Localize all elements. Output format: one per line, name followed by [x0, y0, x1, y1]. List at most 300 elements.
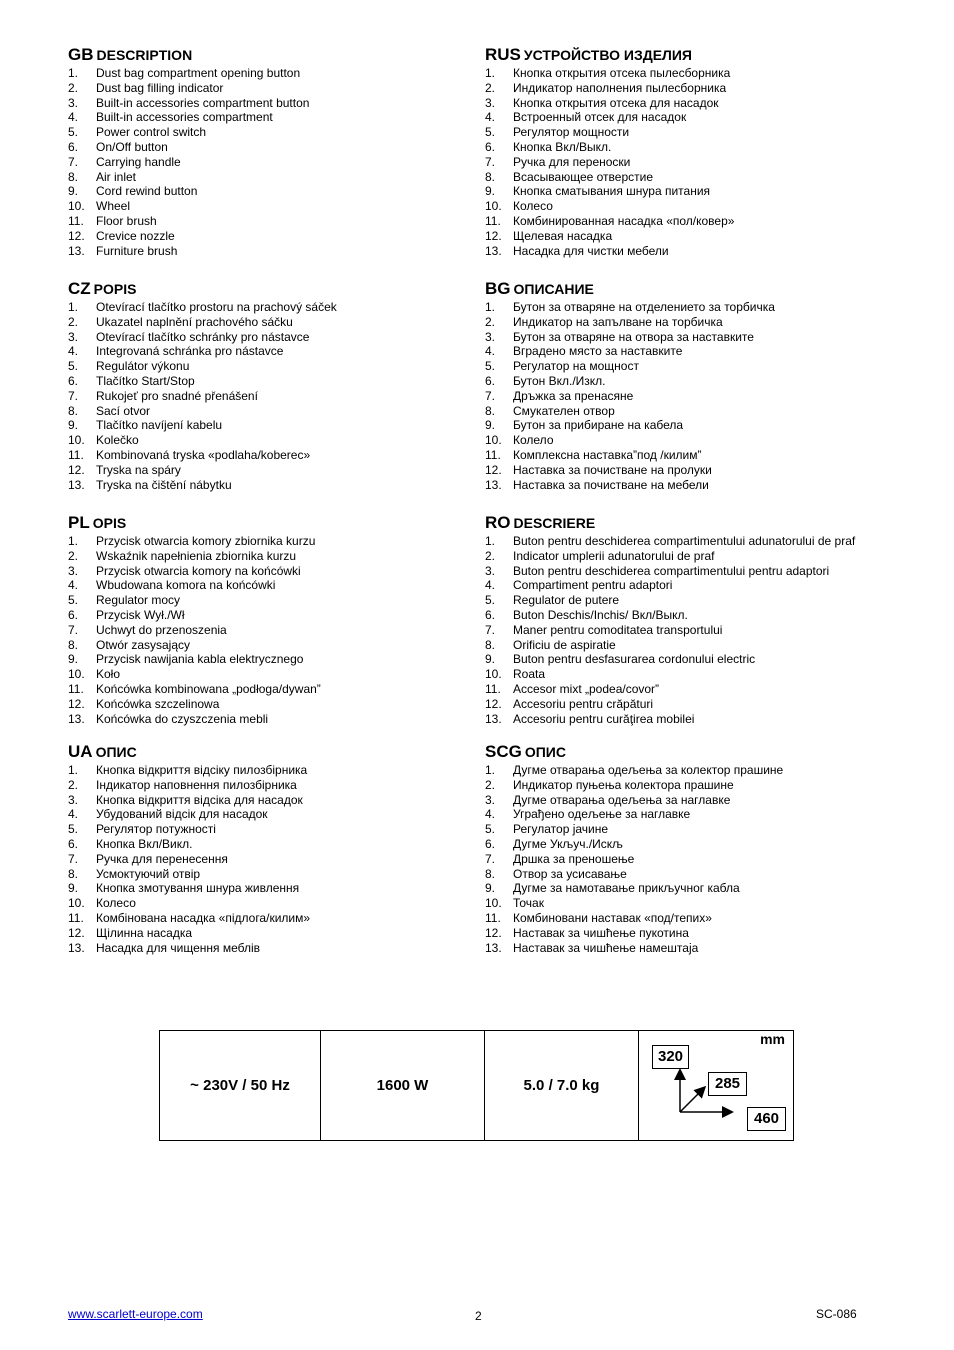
item-text: Дугме за намотавање прикључног кабла	[513, 881, 740, 896]
item-number: 3.	[68, 329, 79, 344]
list-item	[485, 463, 885, 478]
parts-list	[68, 534, 468, 726]
item-text: Убудований відсік для насадок	[96, 807, 268, 822]
item-text: Всасывающее отверстие	[513, 169, 654, 184]
item-number: 12.	[485, 696, 502, 711]
list-item	[68, 448, 468, 463]
item-text: Otevírací tlačítko schránky pro nástavce	[96, 329, 310, 344]
item-number: 7.	[68, 388, 79, 403]
model-number: SC-086	[816, 1307, 857, 1321]
item-text: Усмоктуючий отвір	[96, 866, 201, 881]
item-text: Комплексна наставка”под /килим”	[513, 447, 702, 462]
item-number: 10.	[68, 199, 85, 214]
list-item	[485, 359, 885, 374]
section-rus	[485, 44, 885, 258]
section-heading	[68, 512, 468, 534]
list-item	[485, 926, 885, 941]
item-number: 11.	[68, 910, 84, 925]
list-item	[485, 155, 885, 170]
item-number: 13.	[68, 477, 85, 492]
list-item	[485, 763, 885, 778]
list-item	[68, 389, 468, 404]
list-item	[68, 867, 468, 882]
item-text: Floor brush	[96, 213, 157, 228]
section-ua	[68, 741, 468, 955]
item-text: Przycisk Wył./Wł	[96, 607, 185, 622]
section-heading	[68, 278, 468, 300]
item-text: Щелевая насадка	[513, 228, 613, 243]
list-item	[68, 81, 468, 96]
list-item	[485, 214, 885, 229]
list-item	[68, 315, 468, 330]
parts-list	[68, 66, 468, 258]
item-text: Power control switch	[96, 125, 207, 140]
item-text: Комбинированная насадка «пол/ковер»	[513, 213, 735, 228]
power-cell: 1600 W	[321, 1031, 485, 1141]
item-text: Бутон за прибиране на кабела	[513, 418, 684, 433]
list-item	[485, 638, 885, 653]
dimensions-cell	[639, 1031, 794, 1141]
item-number: 7.	[485, 851, 496, 866]
item-text: Maner pentru comoditatea transportului	[513, 622, 723, 637]
item-number: 3.	[68, 95, 79, 110]
list-item	[485, 229, 885, 244]
item-text: Колесо	[96, 896, 136, 911]
item-text: Koło	[96, 667, 121, 682]
list-item	[485, 852, 885, 867]
list-item	[68, 778, 468, 793]
item-number: 10.	[485, 433, 502, 448]
list-item	[485, 549, 885, 564]
list-item	[68, 638, 468, 653]
item-text: Дръжка за пренасяне	[513, 388, 634, 403]
item-number: 2.	[485, 314, 496, 329]
list-item	[68, 652, 468, 667]
item-text: Accesoriu pentru crăpături	[513, 696, 654, 711]
item-number: 11.	[68, 447, 84, 462]
list-item	[485, 608, 885, 623]
item-text: Регулатор јачине	[513, 822, 609, 837]
item-number: 4.	[485, 807, 496, 822]
item-number: 8.	[68, 403, 79, 418]
item-number: 6.	[485, 139, 496, 154]
language-code: RUS	[485, 45, 521, 64]
item-text: Дугме Укључ./Искљ	[513, 836, 623, 851]
item-text: Cord rewind button	[96, 184, 198, 199]
item-text: Кнопка змотування шнура живлення	[96, 881, 300, 896]
item-number: 4.	[485, 110, 496, 125]
item-number: 6.	[68, 139, 79, 154]
item-text: Tlačítko navíjení kabelu	[96, 418, 223, 433]
item-text: Buton Deschis/Inchis/ Вкл/Выкл.	[513, 607, 688, 622]
item-number: 2.	[485, 80, 496, 95]
item-number: 5.	[485, 359, 496, 374]
item-number: 10.	[485, 199, 502, 214]
item-number: 7.	[68, 154, 79, 169]
list-item	[68, 911, 468, 926]
list-item	[68, 822, 468, 837]
list-item	[485, 96, 885, 111]
list-item	[485, 433, 885, 448]
item-text: Otevírací tlačítko prostoru na prachový sáček	[96, 300, 337, 314]
list-item	[68, 667, 468, 682]
item-number: 4.	[68, 344, 79, 359]
item-number: 9.	[68, 184, 79, 199]
item-number: 12.	[68, 228, 85, 243]
list-item	[68, 229, 468, 244]
list-item	[68, 682, 468, 697]
list-item	[68, 623, 468, 638]
list-item	[485, 125, 885, 140]
parts-list	[485, 66, 885, 258]
list-item	[485, 564, 885, 579]
item-text: Регулатор на мощност	[513, 359, 639, 374]
language-code: UA	[68, 742, 93, 761]
list-item	[68, 110, 468, 125]
item-text: Wbudowana komora na końcówki	[96, 578, 276, 593]
list-item	[68, 374, 468, 389]
item-number: 6.	[68, 373, 79, 388]
item-number: 11.	[485, 447, 501, 462]
item-number: 11.	[485, 681, 501, 696]
item-text: Sací otvor	[96, 403, 151, 418]
list-item	[68, 608, 468, 623]
list-item	[485, 822, 885, 837]
item-number: 6.	[485, 607, 496, 622]
item-text: Otwór zasysający	[96, 637, 191, 652]
item-text: Orificiu de aspiratie	[513, 637, 616, 652]
item-number: 3.	[485, 792, 496, 807]
item-number: 8.	[68, 866, 79, 881]
item-number: 12.	[485, 228, 502, 243]
list-item	[485, 300, 885, 315]
section-pl	[68, 512, 468, 726]
item-number: 1.	[485, 300, 496, 314]
item-number: 10.	[68, 433, 85, 448]
section-title: POPIS	[93, 281, 137, 297]
parts-list	[485, 534, 885, 726]
item-number: 9.	[485, 652, 496, 667]
list-item	[485, 184, 885, 199]
item-number: 11.	[68, 213, 84, 228]
item-text: Кнопка Вкл/Викл.	[96, 836, 193, 851]
item-number: 9.	[68, 418, 79, 433]
item-text: Индикатор на запълване на торбичка	[513, 314, 723, 329]
language-code: PL	[68, 513, 90, 532]
item-text: Кнопка відкриття відсіка для насадок	[96, 792, 303, 807]
item-number: 10.	[68, 667, 85, 682]
list-item	[68, 697, 468, 712]
item-number: 12.	[68, 925, 85, 940]
list-item	[485, 712, 885, 727]
item-text: Air inlet	[96, 169, 137, 184]
item-text: Ручка для переноски	[513, 154, 631, 169]
section-title: УСТРОЙСТВО ИЗДЕЛИЯ	[523, 47, 692, 63]
list-item	[68, 852, 468, 867]
list-item	[68, 564, 468, 579]
page-number: 2	[475, 1309, 482, 1323]
item-number: 7.	[68, 851, 79, 866]
list-item	[485, 896, 885, 911]
section-cz	[68, 278, 468, 492]
item-number: 13.	[68, 940, 85, 955]
item-text: Roata	[513, 667, 546, 682]
item-number: 9.	[68, 881, 79, 896]
item-number: 11.	[68, 681, 84, 696]
list-item	[485, 170, 885, 185]
item-text: Отвор за усисавање	[513, 866, 627, 881]
item-text: Crevice nozzle	[96, 228, 175, 243]
item-text: Końcówka do czyszczenia mebli	[96, 711, 269, 726]
item-text: Дугме отварања одељења за наглавке	[513, 792, 731, 807]
item-number: 5.	[485, 822, 496, 837]
item-text: Индикатор пуњења колектора прашине	[513, 777, 734, 792]
item-number: 8.	[485, 637, 496, 652]
item-text: Наставак за чишћење намештаја	[513, 940, 699, 955]
section-gb	[68, 44, 468, 258]
section-title: OPIS	[92, 515, 127, 531]
section-title: ОПИС	[95, 744, 137, 760]
section-title: DESCRIERE	[513, 515, 596, 531]
list-item	[68, 896, 468, 911]
list-item	[68, 578, 468, 593]
item-number: 4.	[68, 807, 79, 822]
item-text: Regulator de putere	[513, 593, 620, 608]
list-item	[68, 404, 468, 419]
item-text: Кнопка Вкл/Выкл.	[513, 139, 612, 154]
website-link[interactable]: www.scarlett-europe.com	[68, 1307, 203, 1321]
item-text: Вградено място за наставките	[513, 344, 683, 359]
item-text: Колесо	[513, 199, 553, 214]
section-heading	[485, 741, 885, 763]
item-number: 7.	[68, 622, 79, 637]
dimension-height: 320	[652, 1045, 689, 1069]
item-number: 10.	[68, 896, 85, 911]
item-number: 3.	[485, 95, 496, 110]
list-item	[485, 330, 885, 345]
section-scg	[485, 741, 885, 955]
item-number: 2.	[485, 548, 496, 563]
list-item	[485, 682, 885, 697]
item-number: 3.	[68, 792, 79, 807]
list-item	[68, 418, 468, 433]
item-text: Built-in accessories compartment button	[96, 95, 310, 110]
list-item	[485, 941, 885, 956]
language-code: BG	[485, 279, 511, 298]
item-number: 10.	[485, 896, 502, 911]
item-number: 4.	[68, 110, 79, 125]
item-text: Дугме отварања одељења за колектор прашине	[513, 763, 784, 777]
list-item	[485, 140, 885, 155]
item-text: Indicator umplerii adunatorului de praf	[513, 548, 715, 563]
list-item	[68, 433, 468, 448]
item-number: 7.	[485, 154, 496, 169]
item-number: 13.	[485, 477, 502, 492]
item-number: 13.	[485, 243, 502, 258]
item-text: Ukazatel naplnění prachového sáčku	[96, 314, 293, 329]
item-text: Кнопка сматывания шнура питания	[513, 184, 711, 199]
section-heading	[485, 512, 885, 534]
item-number: 8.	[485, 866, 496, 881]
item-text: Przycisk otwarcia komory na końcówki	[96, 563, 301, 578]
item-number: 12.	[485, 462, 502, 477]
list-item	[68, 125, 468, 140]
item-number: 9.	[68, 652, 79, 667]
item-text: Przycisk otwarcia komory zbiornika kurzu	[96, 534, 316, 548]
section-heading	[485, 44, 885, 66]
item-number: 2.	[68, 548, 79, 563]
item-number: 11.	[485, 213, 501, 228]
item-number: 1.	[68, 66, 79, 80]
section-heading	[68, 741, 468, 763]
list-item	[68, 837, 468, 852]
list-item	[68, 881, 468, 896]
list-item	[68, 170, 468, 185]
list-item	[485, 389, 885, 404]
list-item	[68, 463, 468, 478]
item-text: Комбиновани наставак «под/тепих»	[513, 910, 712, 925]
item-number: 2.	[485, 777, 496, 792]
item-text: Комбінована насадка «підлога/килим»	[96, 910, 311, 925]
item-text: Rukojeť pro snadné přenášení	[96, 388, 258, 403]
item-number: 3.	[485, 563, 496, 578]
item-text: Przycisk nawijania kabla elektrycznego	[96, 652, 304, 667]
list-item	[485, 807, 885, 822]
item-text: Щілинна насадка	[96, 925, 193, 940]
list-item	[485, 81, 885, 96]
list-item	[485, 66, 885, 81]
item-number: 13.	[68, 243, 85, 258]
list-item	[68, 244, 468, 259]
weight-cell: 5.0 / 7.0 kg	[485, 1031, 639, 1141]
item-number: 6.	[68, 607, 79, 622]
item-number: 9.	[485, 418, 496, 433]
dimension-unit: mm	[760, 1031, 785, 1047]
item-text: Buton pentru desfasurarea cordonului electric	[513, 652, 756, 667]
list-item	[68, 300, 468, 315]
item-text: Насадка для чистки мебели	[513, 243, 669, 258]
item-number: 5.	[68, 593, 79, 608]
language-code: CZ	[68, 279, 91, 298]
item-number: 6.	[485, 373, 496, 388]
language-code: SCG	[485, 742, 522, 761]
item-text: Индикатор наполнения пылесборника	[513, 80, 727, 95]
list-item	[485, 652, 885, 667]
item-number: 1.	[485, 534, 496, 548]
section-title: DESCRIPTION	[96, 47, 193, 63]
item-number: 5.	[485, 593, 496, 608]
list-item	[68, 344, 468, 359]
list-item	[68, 926, 468, 941]
item-number: 11.	[485, 910, 501, 925]
item-text: Насадка для чищення меблів	[96, 940, 260, 955]
item-text: Regulátor výkonu	[96, 359, 190, 374]
item-number: 4.	[485, 578, 496, 593]
item-number: 8.	[68, 169, 79, 184]
list-item	[68, 763, 468, 778]
item-text: Наставка за почистване на пролуки	[513, 462, 712, 477]
item-text: Buton pentru deschiderea compartimentului adunatorului de praf	[513, 534, 856, 548]
item-number: 3.	[485, 329, 496, 344]
list-item	[68, 593, 468, 608]
item-text: Tryska na čištění nábytku	[96, 477, 232, 492]
item-text: On/Off button	[96, 139, 168, 154]
item-text: Дршка за преношење	[513, 851, 635, 866]
list-item	[68, 478, 468, 493]
item-text: Accesoriu pentru curăţirea mobilei	[513, 711, 695, 726]
item-text: Regulator mocy	[96, 593, 181, 608]
item-text: Dust bag filling indicator	[96, 80, 224, 95]
list-item	[485, 881, 885, 896]
list-item	[485, 623, 885, 638]
item-text: Колело	[513, 433, 554, 448]
item-text: Dust bag compartment opening button	[96, 66, 301, 80]
item-text: Wskaźnik napełnienia zbiornika kurzu	[96, 548, 297, 563]
list-item	[485, 778, 885, 793]
list-item	[68, 184, 468, 199]
item-number: 8.	[485, 403, 496, 418]
item-number: 1.	[68, 300, 79, 314]
item-text: Compartiment pentru adaptori	[513, 578, 673, 593]
item-number: 13.	[485, 711, 502, 726]
item-text: Furniture brush	[96, 243, 178, 258]
item-text: Встроенный отсек для насадок	[513, 110, 687, 125]
section-heading	[485, 278, 885, 300]
list-item	[485, 593, 885, 608]
voltage-cell: ~ 230V / 50 Hz	[160, 1031, 321, 1141]
item-number: 4.	[485, 344, 496, 359]
list-item	[485, 534, 885, 549]
section-title: ОПИС	[524, 744, 566, 760]
item-number: 2.	[68, 80, 79, 95]
section-heading	[68, 44, 468, 66]
list-item	[485, 478, 885, 493]
item-text: Бутон за отваряне на отвора за наставките	[513, 329, 754, 344]
list-item	[485, 315, 885, 330]
list-item	[68, 712, 468, 727]
item-number: 12.	[485, 925, 502, 940]
list-item	[485, 404, 885, 419]
list-item	[485, 110, 885, 125]
item-number: 8.	[68, 637, 79, 652]
list-item	[68, 793, 468, 808]
item-text: Wheel	[96, 199, 131, 214]
list-item	[485, 374, 885, 389]
item-number: 1.	[68, 534, 79, 548]
item-text: Бутон за отваряне на отделението за торбичка	[513, 300, 775, 314]
item-number: 5.	[68, 359, 79, 374]
item-text: Індикатор наповнення пилозбірника	[96, 777, 297, 792]
parts-list	[68, 763, 468, 955]
item-number: 3.	[68, 563, 79, 578]
item-number: 13.	[485, 940, 502, 955]
item-text: Смукателен отвор	[513, 403, 615, 418]
section-ro	[485, 512, 885, 726]
item-number: 13.	[68, 711, 85, 726]
item-number: 9.	[485, 184, 496, 199]
dimension-width: 460	[747, 1107, 786, 1131]
list-item	[485, 578, 885, 593]
item-text: Ручка для перенесення	[96, 851, 228, 866]
list-item	[68, 199, 468, 214]
item-number: 1.	[68, 763, 79, 777]
item-number: 1.	[485, 763, 496, 777]
item-text: Наставка за почистване на мебели	[513, 477, 709, 492]
item-text: Kombinovaná tryska «podlaha/koberec»	[96, 447, 311, 462]
item-number: 10.	[485, 667, 502, 682]
item-text: Бутон Вкл./Изкл.	[513, 373, 606, 388]
list-item	[485, 867, 885, 882]
